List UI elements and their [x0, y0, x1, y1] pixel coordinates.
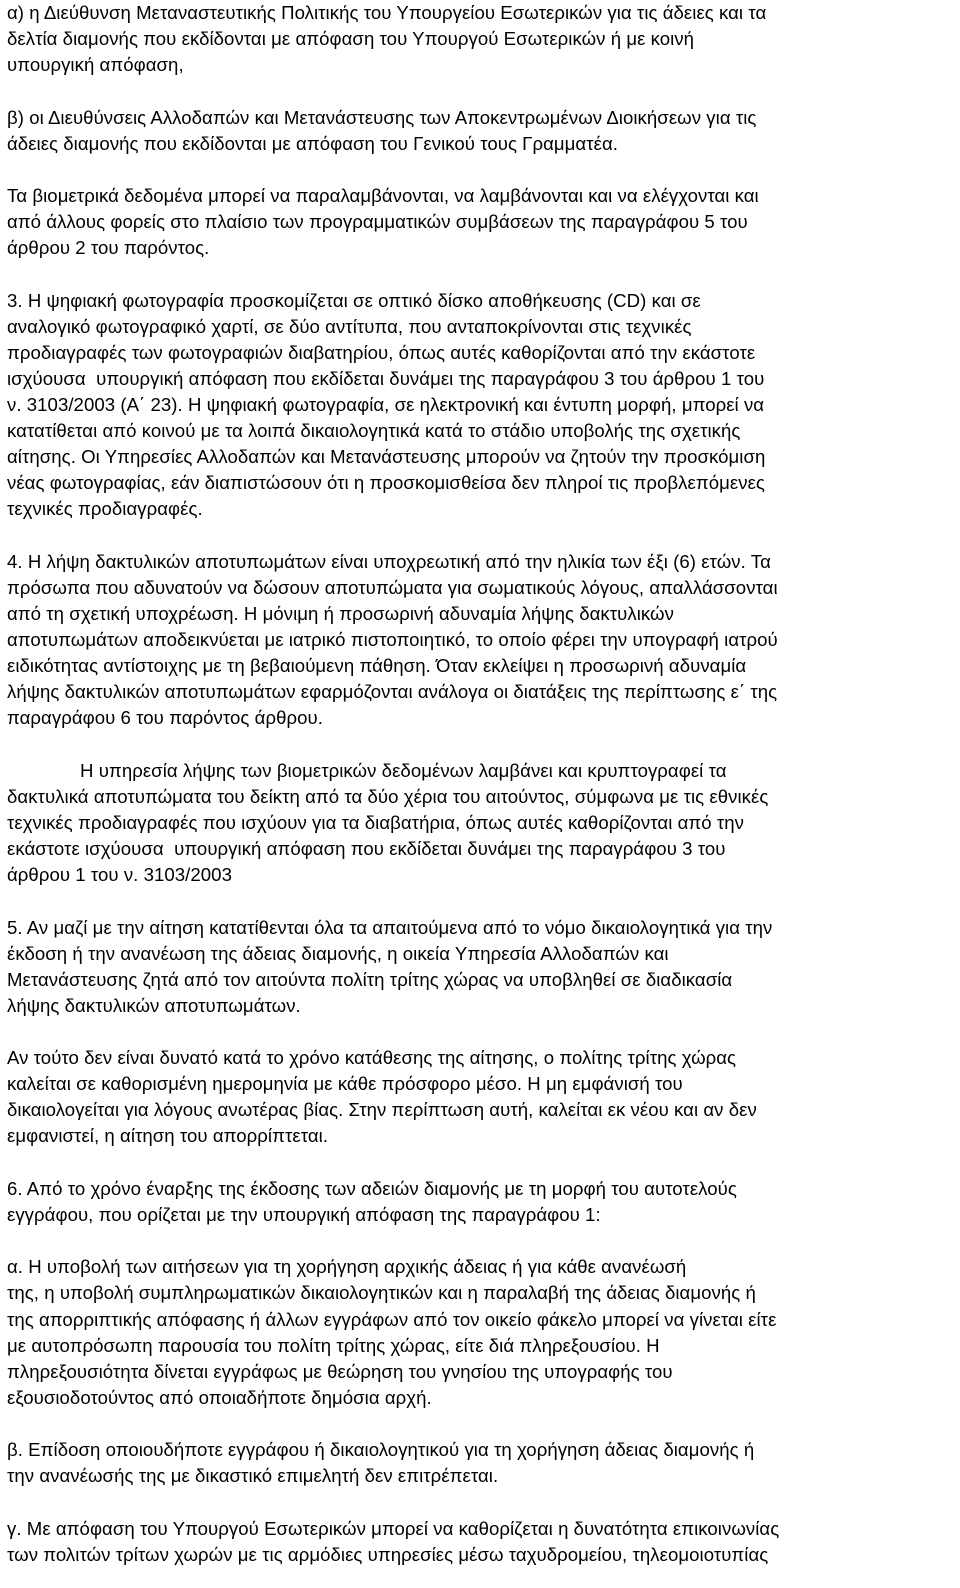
- text-line: ειδικότητας αντίστοιχης με τη βεβαιούμενη πάθηση. Όταν εκλείψει η προσωρινή αδυναμία: [7, 655, 747, 677]
- text-line: δελτία διαμονής που εκδίδονται με απόφαση του Υπουργού Εσωτερικών ή με κοινή: [7, 28, 695, 50]
- text-line: την ανανέωσής της με δικαστικό επιμελητή δεν επιτρέπεται.: [7, 1465, 499, 1487]
- paragraph-spacing: [7, 1411, 953, 1437]
- text-line: με αυτοπρόσωπη παρουσία του πολίτη τρίτης χώρας, είτε διά πληρεξουσίου. Η: [7, 1334, 660, 1356]
- paragraph-spacing: [7, 522, 953, 548]
- text-line: από τη σχετική υποχρέωση. Η μόνιμη ή προσωρινή αδυναμία λήψης δακτυλικών: [7, 602, 674, 624]
- text-line: εξουσιοδοτούντος από οποιαδήποτε δημόσια αρχή.: [7, 1386, 432, 1408]
- text-line: α. Η υποβολή των αιτήσεων για τη χορήγηση αρχικής άδειας ή για κάθε ανανέωσή: [7, 1256, 687, 1278]
- paragraph-spacing: [7, 1019, 953, 1045]
- text-line: κατατίθεται από κοινού με τα λοιπά δικαιολογητικά κατά το στάδιο υποβολής της σχετικής: [7, 420, 741, 442]
- text-line: άρθρου 1 του ν. 3103/2003: [7, 864, 232, 886]
- text-line: προδιαγραφές των φωτογραφιών διαβατηρίου, όπως αυτές καθορίζονται από την εκάστοτε: [7, 341, 756, 363]
- paragraph-item-b: [7, 1437, 953, 1489]
- paragraph-paragraph-5: [7, 915, 953, 1019]
- paragraph-item-c: [7, 1516, 953, 1568]
- text-line: τεχνικές προδιαγραφές που ισχύουν για τα διαβατήρια, όπως αυτές καθορίζονται από την: [7, 811, 745, 833]
- paragraph-item-a: [7, 1254, 953, 1411]
- paragraph-clause-b: [7, 105, 953, 157]
- paragraph-biometric-data-paragraph: [7, 183, 953, 261]
- text-line: αναλογικό φωτογραφικό χαρτί, σε δύο αντίτυπα, που ανταποκρίνονται στις τεχνικές: [7, 315, 692, 337]
- text-line: πρόσωπα που αδυνατούν να δώσουν αποτυπώματα για σωματικούς λόγους, απαλλάσσονται: [7, 576, 778, 598]
- text-line: γ. Με απόφαση του Υπουργού Εσωτερικών μπορεί να καθορίζεται η δυνατότητα επικοινωνίας: [7, 1517, 780, 1539]
- paragraph-impossibility-paragraph: [7, 1045, 953, 1149]
- text-line: Μετανάστευσης ζητά από τον αιτούντα πολίτη τρίτης χώρας να υποβληθεί σε διαδικασία: [7, 968, 733, 990]
- paragraph-spacing: [7, 1228, 953, 1254]
- text-line: 3. Η ψηφιακή φωτογραφία προσκομίζεται σε οπτικό δίσκο αποθήκευσης (CD) και σε: [7, 289, 701, 311]
- text-line: άδειες διαμονής που εκδίδονται με απόφαση του Γενικού τους Γραμματέα.: [7, 132, 618, 154]
- text-line: λήψης δακτυλικών αποτυπωμάτων.: [7, 994, 301, 1016]
- paragraph-spacing: [7, 1150, 953, 1176]
- paragraph-clause-a: [7, 0, 953, 78]
- paragraph-paragraph-4: [7, 549, 953, 732]
- text-line: α) η Διεύθυνση Μεταναστευτικής Πολιτικής του Υπουργείου Εσωτερικών για τις άδειες και τα: [7, 2, 767, 23]
- text-line: εμφανιστεί, η αίτηση του απορρίπτεται.: [7, 1125, 329, 1147]
- document-page: [7, 0, 953, 1568]
- paragraph-spacing: [7, 1489, 953, 1515]
- text-line: λήψης δακτυλικών αποτυπωμάτων εφαρμόζονται ανάλογα οι διατάξεις της περίπτωσης ε΄ της: [7, 681, 778, 703]
- text-line: έκδοση ή την ανανέωση της άδειας διαμονής, η οικεία Υπηρεσία Αλλοδαπών και: [7, 942, 669, 964]
- paragraph-fingerprint-service-paragraph: [7, 758, 953, 888]
- text-line: της, η υποβολή συμπληρωματικών δικαιολογητικών και η παραλαβή της άδειας διαμονής ή: [7, 1282, 756, 1304]
- paragraph-spacing: [7, 261, 953, 287]
- paragraph-spacing: [7, 78, 953, 104]
- text-line: νέας φωτογραφίας, εάν διαπιστώσουν ότι η προσκομισθείσα δεν πληροί τις προβλεπόμενες: [7, 472, 765, 494]
- text-line: 4. Η λήψη δακτυλικών αποτυπωμάτων είναι υποχρεωτική από την ηλικία των έξι (6) ετών. Τα: [7, 550, 771, 572]
- text-line: εγγράφου, που ορίζεται με την υπουργική απόφαση της παραγράφου 1:: [7, 1203, 601, 1225]
- text-line: από άλλους φορείς στο πλαίσιο των προγραμματικών συμβάσεων της παραγράφου 5 του: [7, 211, 748, 233]
- text-line: άρθρου 2 του παρόντος.: [7, 237, 210, 259]
- text-line: καλείται σε καθορισμένη ημερομηνία με κάθε πρόσφορο μέσο. Η μη εμφάνισή του: [7, 1073, 683, 1095]
- text-line: πληρεξουσιότητα δίνεται εγγράφως με θεώρηση του γνησίου της υπογραφής του: [7, 1360, 673, 1382]
- text-line: αίτησης. Οι Υπηρεσίες Αλλοδαπών και Μετανάστευσης μπορούν να ζητούν την προσκόμιση: [7, 446, 766, 468]
- text-line: των πολιτών τρίτων χωρών με τις αρμόδιες υπηρεσίες μέσω ταχυδρομείου, τηλεομοιοτυπίας: [7, 1543, 769, 1565]
- text-line: Αν τούτο δεν είναι δυνατό κατά το χρόνο κατάθεσης της αίτησης, ο πολίτης τρίτης χώρας: [7, 1047, 737, 1069]
- paragraph-paragraph-6: [7, 1176, 953, 1228]
- text-line: ν. 3103/2003 (Α΄ 23). Η ψηφιακή φωτογραφία, σε ηλεκτρονική και έντυπη μορφή, μπορεί να: [7, 394, 765, 416]
- text-line: δακτυλικά αποτυπώματα του δείκτη από τα δύο χέρια του αιτούντος, σύμφωνα με τις εθνικές: [7, 785, 769, 807]
- text-line: δικαιολογείται για λόγους ανωτέρας βίας. Στην περίπτωση αυτή, καλείται εκ νέου και αν δεν: [7, 1099, 757, 1121]
- text-line: αποτυπωμάτων αποδεικνύεται με ιατρικό πιστοποιητικό, το οποίο φέρει την υπογραφή ιατρού: [7, 629, 778, 651]
- text-line: εκάστοτε ισχύουσα υπουργική απόφαση που εκδίδεται δυνάμει της παραγράφου 3 του: [7, 838, 726, 860]
- text-line: τεχνικές προδιαγραφές.: [7, 498, 203, 520]
- paragraph-paragraph-3: [7, 288, 953, 523]
- text-line: β. Επίδοση οποιουδήποτε εγγράφου ή δικαιολογητικού για τη χορήγηση άδειας διαμονής ή: [7, 1439, 755, 1461]
- text-line: 5. Αν μαζί με την αίτηση κατατίθενται όλα τα απαιτούμενα από το νόμο δικαιολογητικά για την: [7, 916, 773, 938]
- paragraph-spacing: [7, 157, 953, 183]
- text-line: Η υπηρεσία λήψης των βιομετρικών δεδομένων λαμβάνει και κρυπτογραφεί τα: [7, 759, 727, 781]
- text-line: β) οι Διευθύνσεις Αλλοδαπών και Μετανάστευσης των Αποκεντρωμένων Διοικήσεων για τις: [7, 106, 757, 128]
- paragraph-spacing: [7, 731, 953, 757]
- paragraph-spacing: [7, 888, 953, 914]
- text-line: 6. Από το χρόνο έναρξης της έκδοσης των αδειών διαμονής με τη μορφή του αυτοτελούς: [7, 1177, 737, 1199]
- text-line: υπουργική απόφαση,: [7, 54, 184, 76]
- text-line: Τα βιομετρικά δεδομένα μπορεί να παραλαμβάνονται, να λαμβάνονται και να ελέγχονται και: [7, 185, 759, 207]
- text-line: παραγράφου 6 του παρόντος άρθρου.: [7, 707, 323, 729]
- text-line: της απορριπτικής απόφασης ή άλλων εγγράφων από τον οικείο φάκελο μπορεί να γίνεται είτε: [7, 1308, 777, 1330]
- text-line: ισχύουσα υπουργική απόφαση που εκδίδεται δυνάμει της παραγράφου 3 του άρθρου 1 του: [7, 367, 765, 389]
